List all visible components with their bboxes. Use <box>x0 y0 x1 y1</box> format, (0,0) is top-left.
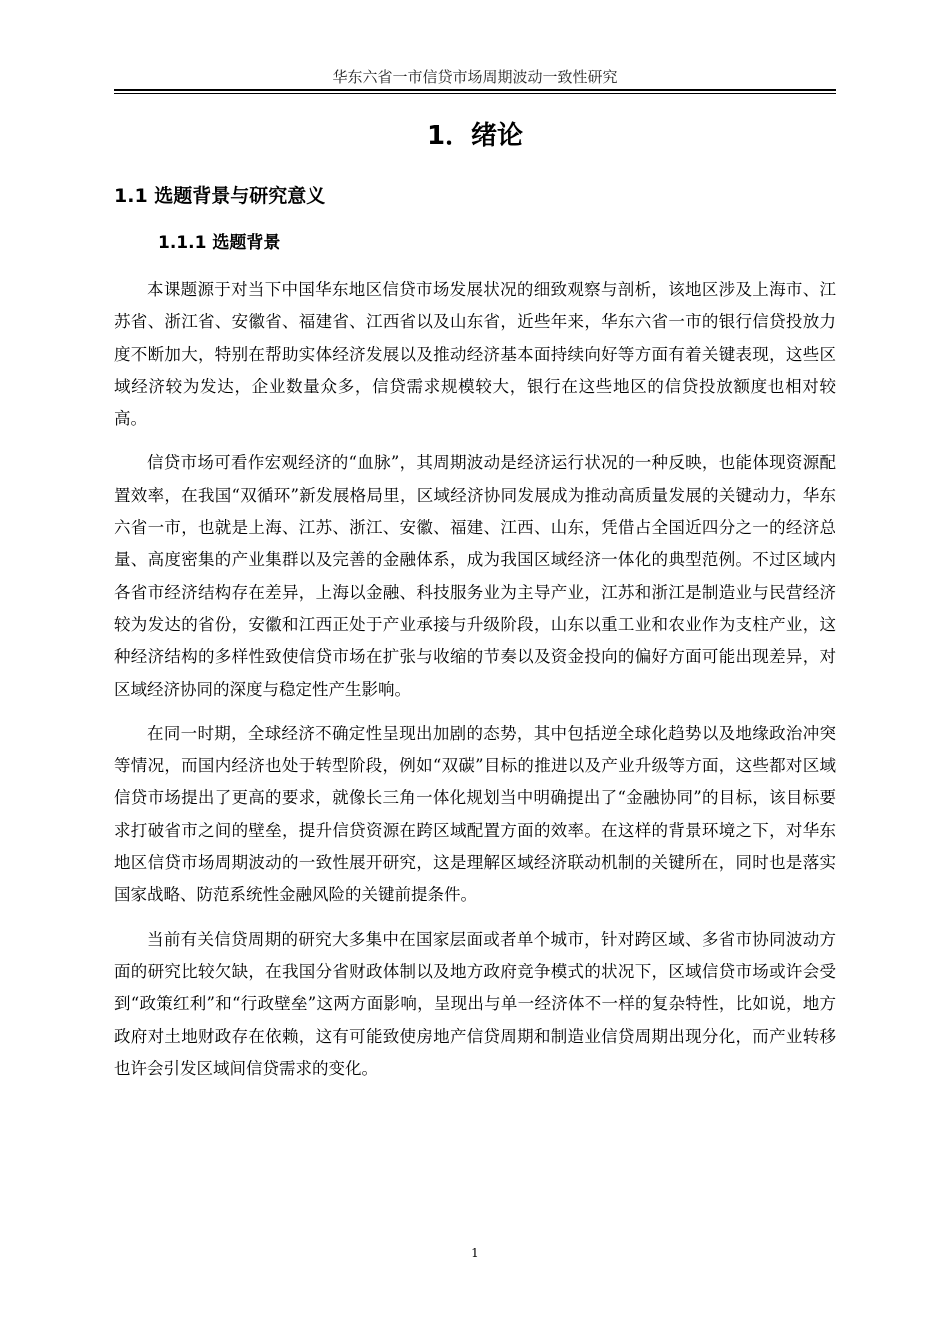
running-header: 华东六省一市信贷市场周期波动一致性研究 <box>332 68 618 86</box>
header-rule-thick <box>114 89 836 91</box>
section-heading: 1.1 选题背景与研究意义 <box>114 185 326 207</box>
header-rule-thin <box>114 93 836 94</box>
body-text <box>114 274 836 1097</box>
paragraph: 当前有关信贷周期的研究大多集中在国家层面或者单个城市，针对跨区域、多省市协同波动方面的研究比较欠缺，在我国分省财政体制以及地方政府竞争模式的状况下，区域信贷市场或许会受到“政策红利”和“行政壁垒”这两方面影响，呈现出与单一经济体不一样的复杂特性，比如说，地方政府对土地财政存在依赖，这有可能致使房地产信贷周期和制造业信贷周期出现分化，而产业转移也许会引发区域间信贷需求的变化。 <box>114 929 836 1078</box>
paragraph: 本课题源于对当下中国华东地区信贷市场发展状况的细致观察与剖析，该地区涉及上海市、江苏省、浙江省、安徽省、福建省、江西省以及山东省，近些年来，华东六省一市的银行信贷投放力度不断加大，特别在帮助实体经济发展以及推动经济基本面持续向好等方面有着关键表现，这些区域经济较为发达，企业数量众多，信贷需求规模较大，银行在这些地区的信贷投放额度也相对较高。 <box>114 280 836 429</box>
chapter-title: 1．绪论 <box>426 121 524 151</box>
page-number: 1 <box>471 1246 479 1260</box>
subsection-heading: 1.1.1 选题背景 <box>158 233 281 253</box>
paragraph: 在同一时期，全球经济不确定性呈现出加剧的态势，其中包括逆全球化趋势以及地缘政治冲突等情况，而国内经济也处于转型阶段，例如“双碳”目标的推进以及产业升级等方面，这些都对区域信贷市场提出了更高的要求，就像长三角一体化规划当中明确提出了“金融协同”的目标，该目标要求打破省市之间的壁垒，提升信贷资源在跨区域配置方面的效率。在这样的背景环境之下，对华东地区信贷市场周期波动的一致性展开研究，这是理解区域经济联动机制的关键所在，同时也是落实国家战略、防范系统性金融风险的关键前提条件。 <box>114 723 836 905</box>
paragraph: 信贷市场可看作宏观经济的“血脉”，其周期波动是经济运行状况的一种反映，也能体现资源配置效率，在我国“双循环”新发展格局里，区域经济协同发展成为推动高质量发展的关键动力，华东六省一市，也就是上海、江苏、浙江、安徽、福建、江西、山东，凭借占全国近四分之一的经济总量、高度密集的产业集群以及完善的金融体系，成为我国区域经济一体化的典型范例。不过区域内各省市经济结构存在差异，上海以金融、科技服务业为主导产业，江苏和浙江是制造业与民营经济较为发达的省份，安徽和江西正处于产业承接与升级阶段，山东以重工业和农业作为支柱产业，这种经济结构的多样性致使信贷市场在扩张与收缩的节奏以及资金投向的偏好方面可能出现差异，对区域经济协同的深度与稳定性产生影响。 <box>114 453 836 699</box>
